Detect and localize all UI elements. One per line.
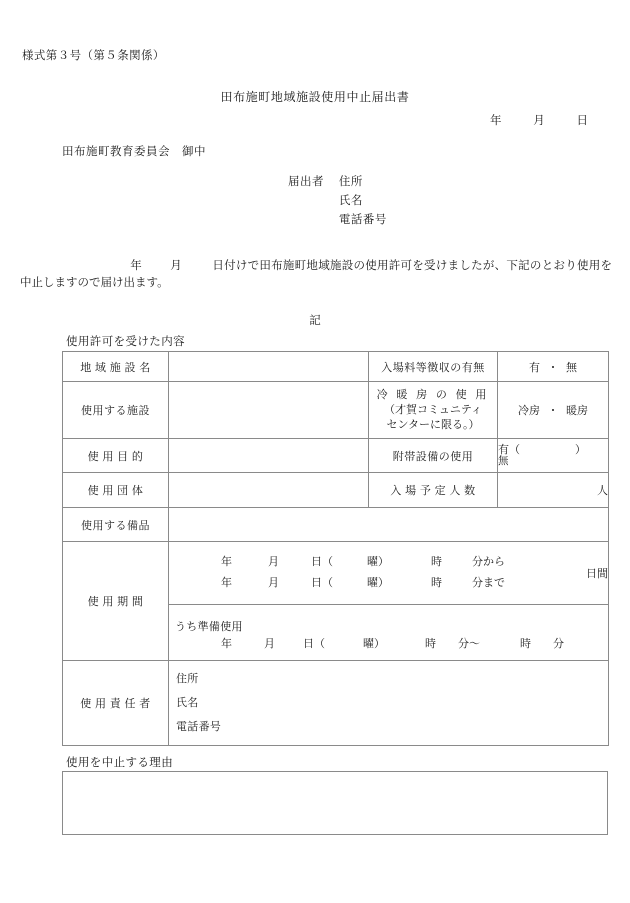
expected-attendance-label: 入 場 予 定 人 数 [369,473,498,508]
submitter-block [288,173,387,230]
admission-fee-label: 入場料等徴収の有無 [369,352,498,382]
prep-day-label: 日（ [303,637,325,650]
admission-fee-no[interactable]: 無 [566,361,577,374]
responsible-fields [169,661,608,745]
table-row-equipment [63,508,609,542]
kisai-heading: 記 [309,315,321,327]
period-days-unit[interactable]: 日間 [562,542,608,605]
submitter-label: 届出者 [288,176,324,188]
prep-minute-from-label: 分〜 [458,637,480,650]
aux-equipment-choice[interactable] [498,439,609,473]
content-section-label: 使用許可を受けた内容 [66,336,185,348]
period-prep-subrow [169,605,608,661]
equipment-value[interactable] [169,508,609,542]
document-title: 田布施町地域施設使用中止届出書 [220,90,410,104]
responsible-fields-cell [169,661,609,746]
expected-attendance-value[interactable] [498,473,609,508]
period-datetime-lines [169,552,562,594]
prep-month-label: 月 [264,637,275,650]
purpose-value[interactable] [169,439,369,473]
table-row-facility-used [63,382,609,439]
period-datetime-block [169,542,562,605]
permit-year-label: 年 [130,260,143,272]
addressee: 田布施町教育委員会 御中 [62,146,206,158]
hvac-cooling[interactable]: 冷房 [518,405,540,417]
facility-name-value[interactable] [169,352,369,382]
group-value[interactable] [169,473,369,508]
start-weekday-label: 曜） [367,556,389,568]
end-day-label: 日（ [311,577,333,589]
period-cell [169,542,609,661]
start-year-label: 年 [221,556,232,568]
end-month-label: 月 [268,577,279,589]
table-row-period [63,542,609,661]
facility-used-label: 使用する施設 [63,382,169,439]
prep-minute-to-label: 分 [553,637,564,650]
prep-hour-to-label: 時 [520,637,531,650]
reason-input-box[interactable] [62,771,608,835]
prep-usage-title: うち準備使用 [175,620,243,633]
submitter-fields [339,173,387,230]
date-year-label: 年 [490,115,502,127]
equipment-label: 使用する備品 [63,508,169,542]
paragraph-rest: 日付けで田布施町地域施設の使用許可を受けましたが、下記のとおり使用を中止しますので届け出ます。 [20,260,613,289]
end-weekday-label: 曜） [367,577,389,589]
submitter-address-label: 住所 [338,176,363,188]
date-month-label: 月 [533,115,545,127]
hvac-label-line2: （才賀コミュニティ [384,403,482,416]
table-row-purpose [63,439,609,473]
hvac-label-line1: 冷 暖 房 の 使 用 [376,388,490,401]
end-hour-label: 時 [431,577,442,589]
aux-equipment-yes[interactable]: 有（ ） [498,443,586,456]
facility-name-label: 地 域 施 設 名 [63,352,169,382]
submitter-name-label: 氏名 [338,195,363,207]
prep-usage-block [169,605,608,661]
table-row-responsible [63,661,609,746]
table-row-facility-name [63,352,609,382]
prep-year-label: 年 [221,637,232,650]
prep-weekday-label: 曜） [363,637,385,650]
prep-hour-from-label: 時 [425,637,436,650]
permit-month-label: 月 [170,260,183,272]
aux-equipment-no[interactable]: 無 [498,455,509,467]
prep-usage-lines [169,613,608,653]
form-number: 様式第３号（第５条関係） [22,50,165,62]
facility-used-value[interactable] [169,382,369,439]
reason-section-label: 使用を中止する理由 [66,757,174,769]
start-month-label: 月 [268,556,279,568]
group-label: 使 用 団 体 [63,473,169,508]
responsible-phone-label[interactable]: 電話番号 [176,721,222,733]
attendance-unit: 人 [597,485,608,497]
table-row-group [63,473,609,508]
hvac-label-line3: センターに限る。） [386,418,480,431]
hvac-separator: ・ [547,405,559,417]
start-minute-label: 分から [472,556,505,568]
end-minute-label: 分まで [472,577,505,589]
submission-date-line [490,112,588,128]
start-hour-label: 時 [431,556,442,568]
date-day-label: 日 [576,115,588,127]
hvac-choice[interactable] [498,382,609,439]
end-year-label: 年 [221,577,232,589]
start-day-label: 日（ [311,556,333,568]
responsible-address-label[interactable]: 住所 [176,673,199,685]
prep-usage-datetime[interactable] [175,636,608,653]
period-main-subrow [169,542,608,605]
admission-fee-choice[interactable] [498,352,609,382]
period-end-line[interactable] [221,573,562,594]
admission-fee-yes[interactable]: 有 [529,361,540,374]
hvac-usage-label [369,382,498,439]
responsible-label: 使 用 責 任 者 [63,661,169,746]
purpose-label: 使 用 目 的 [63,439,169,473]
period-label: 使 用 期 間 [63,542,169,661]
period-start-line[interactable] [221,552,562,573]
hvac-heating[interactable]: 暖房 [566,405,588,417]
submitter-phone-label: 電話番号 [338,214,387,226]
period-inner-table [169,542,608,660]
body-paragraph [20,258,612,292]
permit-details-table [62,351,609,746]
responsible-name-label[interactable]: 氏名 [176,697,199,709]
admission-fee-separator: ・ [547,361,559,374]
aux-equipment-label: 附帯設備の使用 [369,439,498,473]
